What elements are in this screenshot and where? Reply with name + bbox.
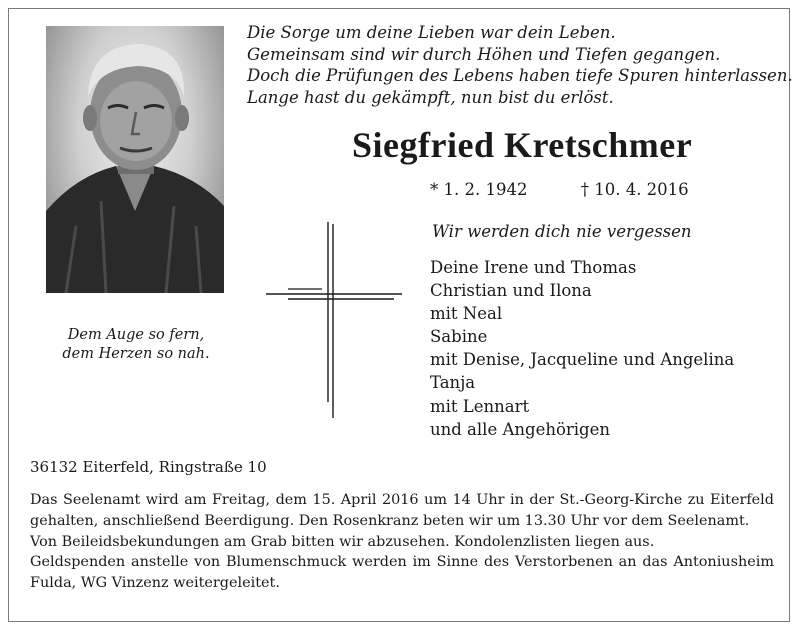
cross-icon — [266, 222, 406, 422]
portrait-illustration — [46, 26, 224, 293]
funeral-notice — [30, 490, 774, 594]
family-list — [430, 256, 734, 441]
family-member: Deine Irene und Thomas — [430, 258, 637, 277]
notice-paragraph: Das Seelenamt wird am Freitag, dem 15. April 2016 um 14 Uhr in der St.-Georg-Kirche zu Eiterfeld gehalten, anschließend Beerdigung. Den Rosenkranz beten wir um 13.30 Uhr vor dem Seelenamt. — [30, 492, 774, 529]
family-member: mit Denise, Jacqueline und Angelina — [430, 350, 735, 370]
notice-paragraph: Von Beileidsbekundungen am Grab bitten wir abzusehen. Kondolenzlisten liegen aus. — [30, 533, 655, 550]
notice-paragraph: Geldspenden anstelle von Blumenschmuck werden im Sinne des Verstorbenen an das Antoniusheim Fulda, WG Vinzenz weitergeleitet. — [30, 554, 774, 592]
deceased-name: Siegfried Kretschmer — [352, 125, 693, 165]
address: 36132 Eiterfeld, Ringstraße 10 — [30, 458, 267, 476]
family-member: mit Neal — [430, 304, 503, 324]
remember-line: Wir werden dich nie vergessen — [432, 222, 692, 241]
family-member: mit Lennart — [430, 396, 530, 416]
birth-date: * 1. 2. 1942 — [430, 180, 528, 199]
photo-caption — [36, 326, 236, 364]
life-dates — [430, 180, 737, 199]
portrait-photo — [46, 26, 224, 293]
poem-line: Doch die Prüfungen des Lebens haben tiefe Spuren hinterlassen. — [247, 66, 793, 85]
caption-line: dem Herzen so nah. — [62, 346, 210, 362]
caption-line: Dem Auge so fern, — [67, 327, 205, 343]
family-member: Christian und Ilona — [430, 281, 592, 301]
family-member: und alle Angehörigen — [430, 419, 611, 439]
poem-line: Lange hast du gekämpft, nun bist du erlöst. — [247, 87, 614, 107]
poem — [247, 22, 793, 108]
poem-line: Die Sorge um deine Lieben war dein Leben. — [247, 23, 616, 42]
death-date: † 10. 4. 2016 — [580, 180, 689, 199]
family-member: Sabine — [430, 327, 488, 347]
family-member: Tanja — [430, 373, 476, 393]
poem-line: Gemeinsam sind wir durch Höhen und Tiefen gegangen. — [247, 44, 721, 64]
